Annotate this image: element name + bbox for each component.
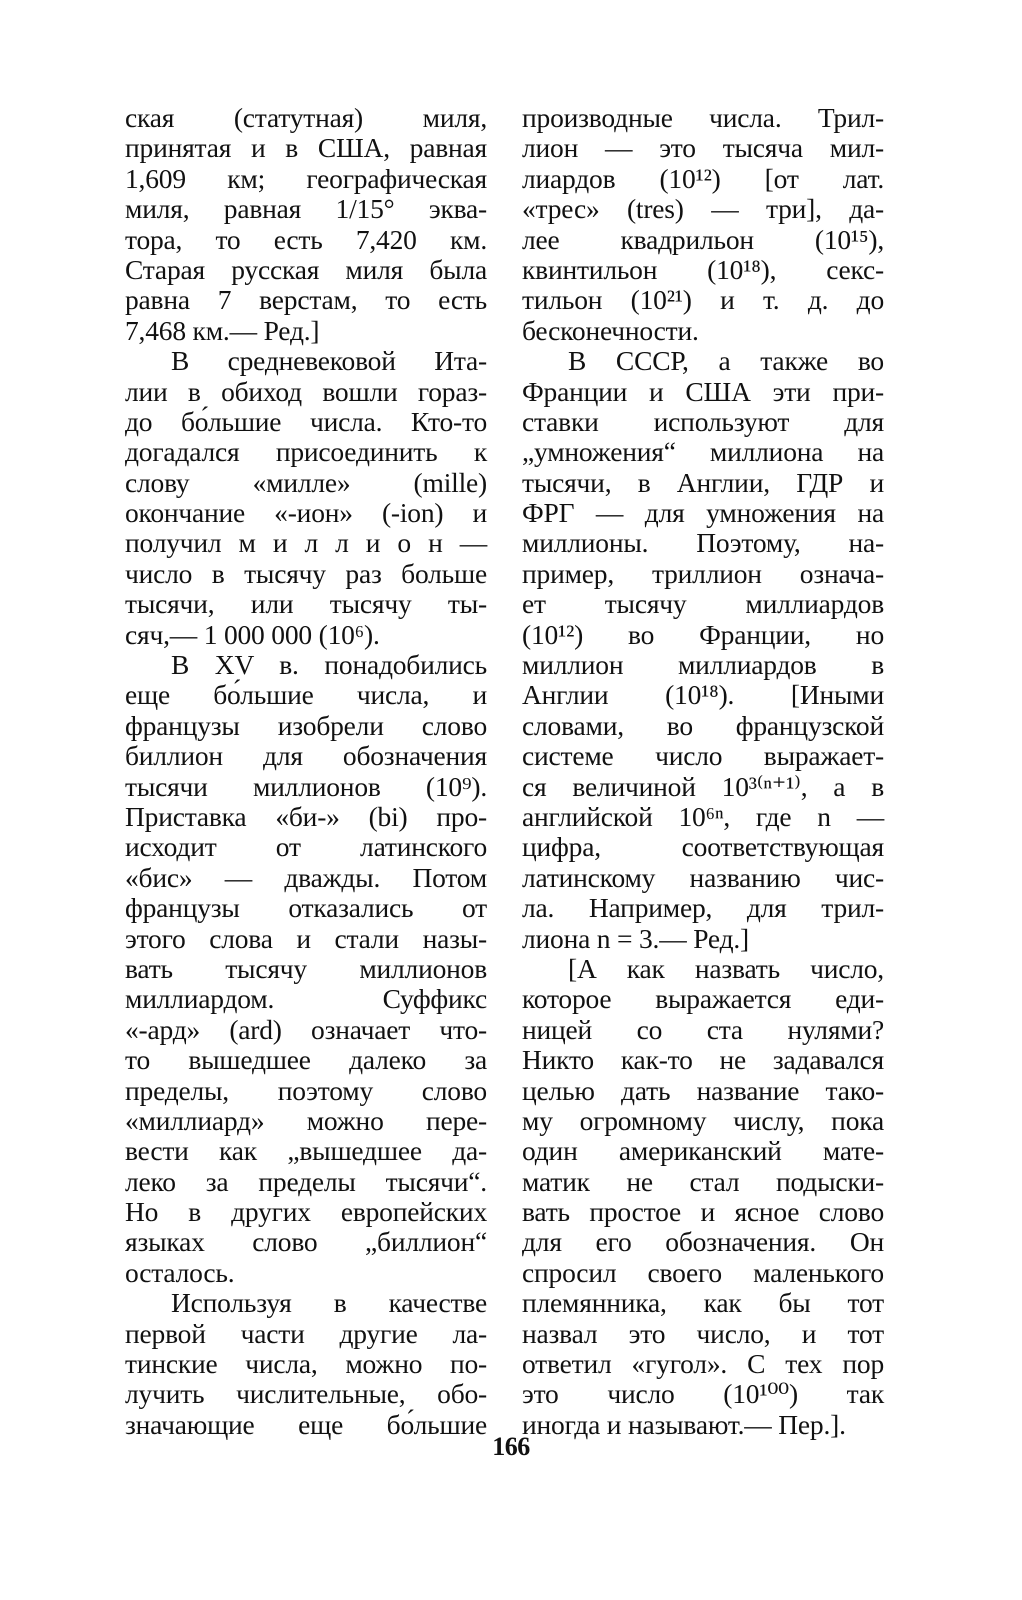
text-line: тора, то есть 7,420 км.	[125, 223, 487, 255]
text-line: квинтильон (10¹⁸), секс-	[522, 253, 884, 285]
text-line: «-ард» (ard) означает что-	[125, 1013, 487, 1045]
text-line: «трес» (tres) — три], да-	[522, 193, 884, 225]
text-line: тысячи, в Англии, ГДР и	[522, 466, 884, 498]
text-line: ла. Например, для трил-	[522, 892, 884, 924]
text-line: число в тысячу раз больше	[125, 557, 487, 589]
text-line: Старая русская миля была	[125, 253, 487, 285]
text-line: матик не стал подыски-	[522, 1165, 884, 1197]
left-text-column	[125, 103, 487, 1440]
text-line: значающие еще бо́льшие	[125, 1408, 487, 1440]
text-line: еще бо́льшие числа, и	[125, 679, 487, 711]
text-line: Приставка «би-» (bi) про-	[125, 800, 487, 832]
text-line: ская (статутная) миля,	[125, 102, 487, 133]
text-line: миля, равная 1/15° эква-	[125, 193, 487, 225]
text-line: ся величиной 10³⁽ⁿ⁺¹⁾, а в	[522, 770, 884, 802]
text-line: окончание «-ион» (-ion) и	[125, 497, 487, 529]
text-line: осталось.	[125, 1256, 235, 1288]
text-line: этого слова и стали назы-	[125, 922, 487, 954]
text-line: один американский мате-	[522, 1135, 884, 1167]
text-line: [А как назвать число,	[568, 952, 884, 984]
text-line: получил м и л л и о н —	[125, 527, 487, 559]
text-line: вать тысячу миллионов	[125, 952, 487, 984]
text-line: «миллиард» можно пере-	[125, 1104, 487, 1136]
text-line: миллион миллиардов в	[522, 649, 884, 681]
text-line: тинские числа, можно по-	[125, 1348, 487, 1380]
text-line: леко за пределы тысячи“.	[125, 1165, 487, 1197]
text-line: слову «милле» (mille)	[125, 466, 487, 498]
text-line: тысячи, или тысячу ты-	[125, 588, 487, 620]
text-line: В XV в. понадобились	[171, 649, 487, 681]
text-line: бесконечности.	[522, 314, 699, 346]
text-line: спросил своего маленького	[522, 1256, 884, 1288]
text-line: лиона n = 3.— Ред.]	[522, 922, 749, 954]
text-line: исходит от латинского	[125, 831, 487, 863]
text-line: Никто как-то не задавался	[522, 1044, 884, 1076]
text-line: тысячи миллионов (10⁹).	[125, 770, 487, 802]
text-line: В средневековой Ита-	[171, 345, 487, 377]
text-line: лии в обиход вошли гораз-	[125, 375, 487, 407]
text-line: цифра, соответствующая	[522, 831, 884, 863]
page-number: 166	[492, 1432, 530, 1461]
text-line: сяч,— 1 000 000 (10⁶).	[125, 618, 380, 650]
text-line: пределы, поэтому слово	[125, 1074, 487, 1106]
text-line: миллиардом. Суффикс	[125, 983, 487, 1015]
text-line: Англии (10¹⁸). [Иными	[522, 679, 884, 711]
text-line: лиардов (10¹²) [от лат.	[522, 162, 884, 194]
text-line: 1,609 км; географическая	[125, 162, 487, 194]
text-line: биллион для обозначения	[125, 740, 487, 772]
text-line: 7,468 км.— Ред.]	[125, 314, 320, 346]
text-line: Используя в качестве	[171, 1287, 487, 1319]
text-line: латинскому названию чис-	[522, 861, 884, 893]
text-line: (10¹²) во Франции, но	[522, 618, 884, 650]
text-line: ет тысячу миллиардов	[522, 588, 884, 620]
text-line: английской 10⁶ⁿ, где n —	[522, 800, 884, 832]
text-line: вать простое и ясное слово	[522, 1196, 884, 1228]
text-line: Франции и США эти при-	[522, 375, 884, 407]
text-line: равна 7 верстам, то есть	[125, 284, 487, 316]
text-line: В СССР, а также во	[568, 345, 884, 377]
text-line: миллионы. Поэтому, на-	[522, 527, 884, 559]
text-line: племянника, как бы тот	[522, 1287, 884, 1319]
text-line: целью дать название тако-	[522, 1074, 884, 1106]
text-line: системе число выражает-	[522, 740, 884, 772]
text-line: „умножения“ миллиона на	[522, 436, 884, 468]
text-line: Но в других европейских	[125, 1196, 487, 1228]
text-line: иногда и называют.— Пер.].	[522, 1408, 846, 1440]
text-line: французы изобрели слово	[125, 709, 487, 741]
right-text-column	[522, 103, 884, 1440]
text-line: производные числа. Трил-	[522, 102, 884, 133]
text-line: французы отказались от	[125, 892, 487, 924]
text-line: вести как „вышедшее да-	[125, 1135, 487, 1167]
text-line: «бис» — дважды. Потом	[125, 861, 487, 893]
text-line: то вышедшее далеко за	[125, 1044, 487, 1076]
text-line: му огромному числу, пока	[522, 1104, 884, 1136]
text-line: принятая и в США, равная	[125, 132, 487, 164]
text-line: которое выражается еди-	[522, 983, 884, 1015]
text-line: назвал это число, и тот	[522, 1317, 884, 1349]
text-line: ницей со ста нулями?	[522, 1013, 884, 1045]
text-line: ставки используют для	[522, 405, 884, 437]
text-line: лее квадрильон (10¹⁵),	[522, 223, 884, 255]
text-line: догадался присоединить к	[125, 436, 487, 468]
text-line: языках слово „биллион“	[125, 1226, 487, 1258]
text-line: ФРГ — для умножения на	[522, 497, 884, 529]
text-line: лучить числительные, обо-	[125, 1378, 487, 1410]
text-line: лион — это тысяча мил-	[522, 132, 884, 164]
text-line: это число (10¹⁰⁰) так	[522, 1378, 884, 1410]
text-line: словами, во французской	[522, 709, 884, 741]
text-line: пример, триллион означа-	[522, 557, 884, 589]
text-line: ответил «гугол». С тех пор	[522, 1348, 884, 1380]
text-line: до бо́льшие числа. Кто-то	[125, 405, 487, 437]
text-line: для его обозначения. Он	[522, 1226, 884, 1258]
text-line: первой части другие ла-	[125, 1317, 487, 1349]
text-line: тильон (10²¹) и т. д. до	[522, 284, 884, 316]
